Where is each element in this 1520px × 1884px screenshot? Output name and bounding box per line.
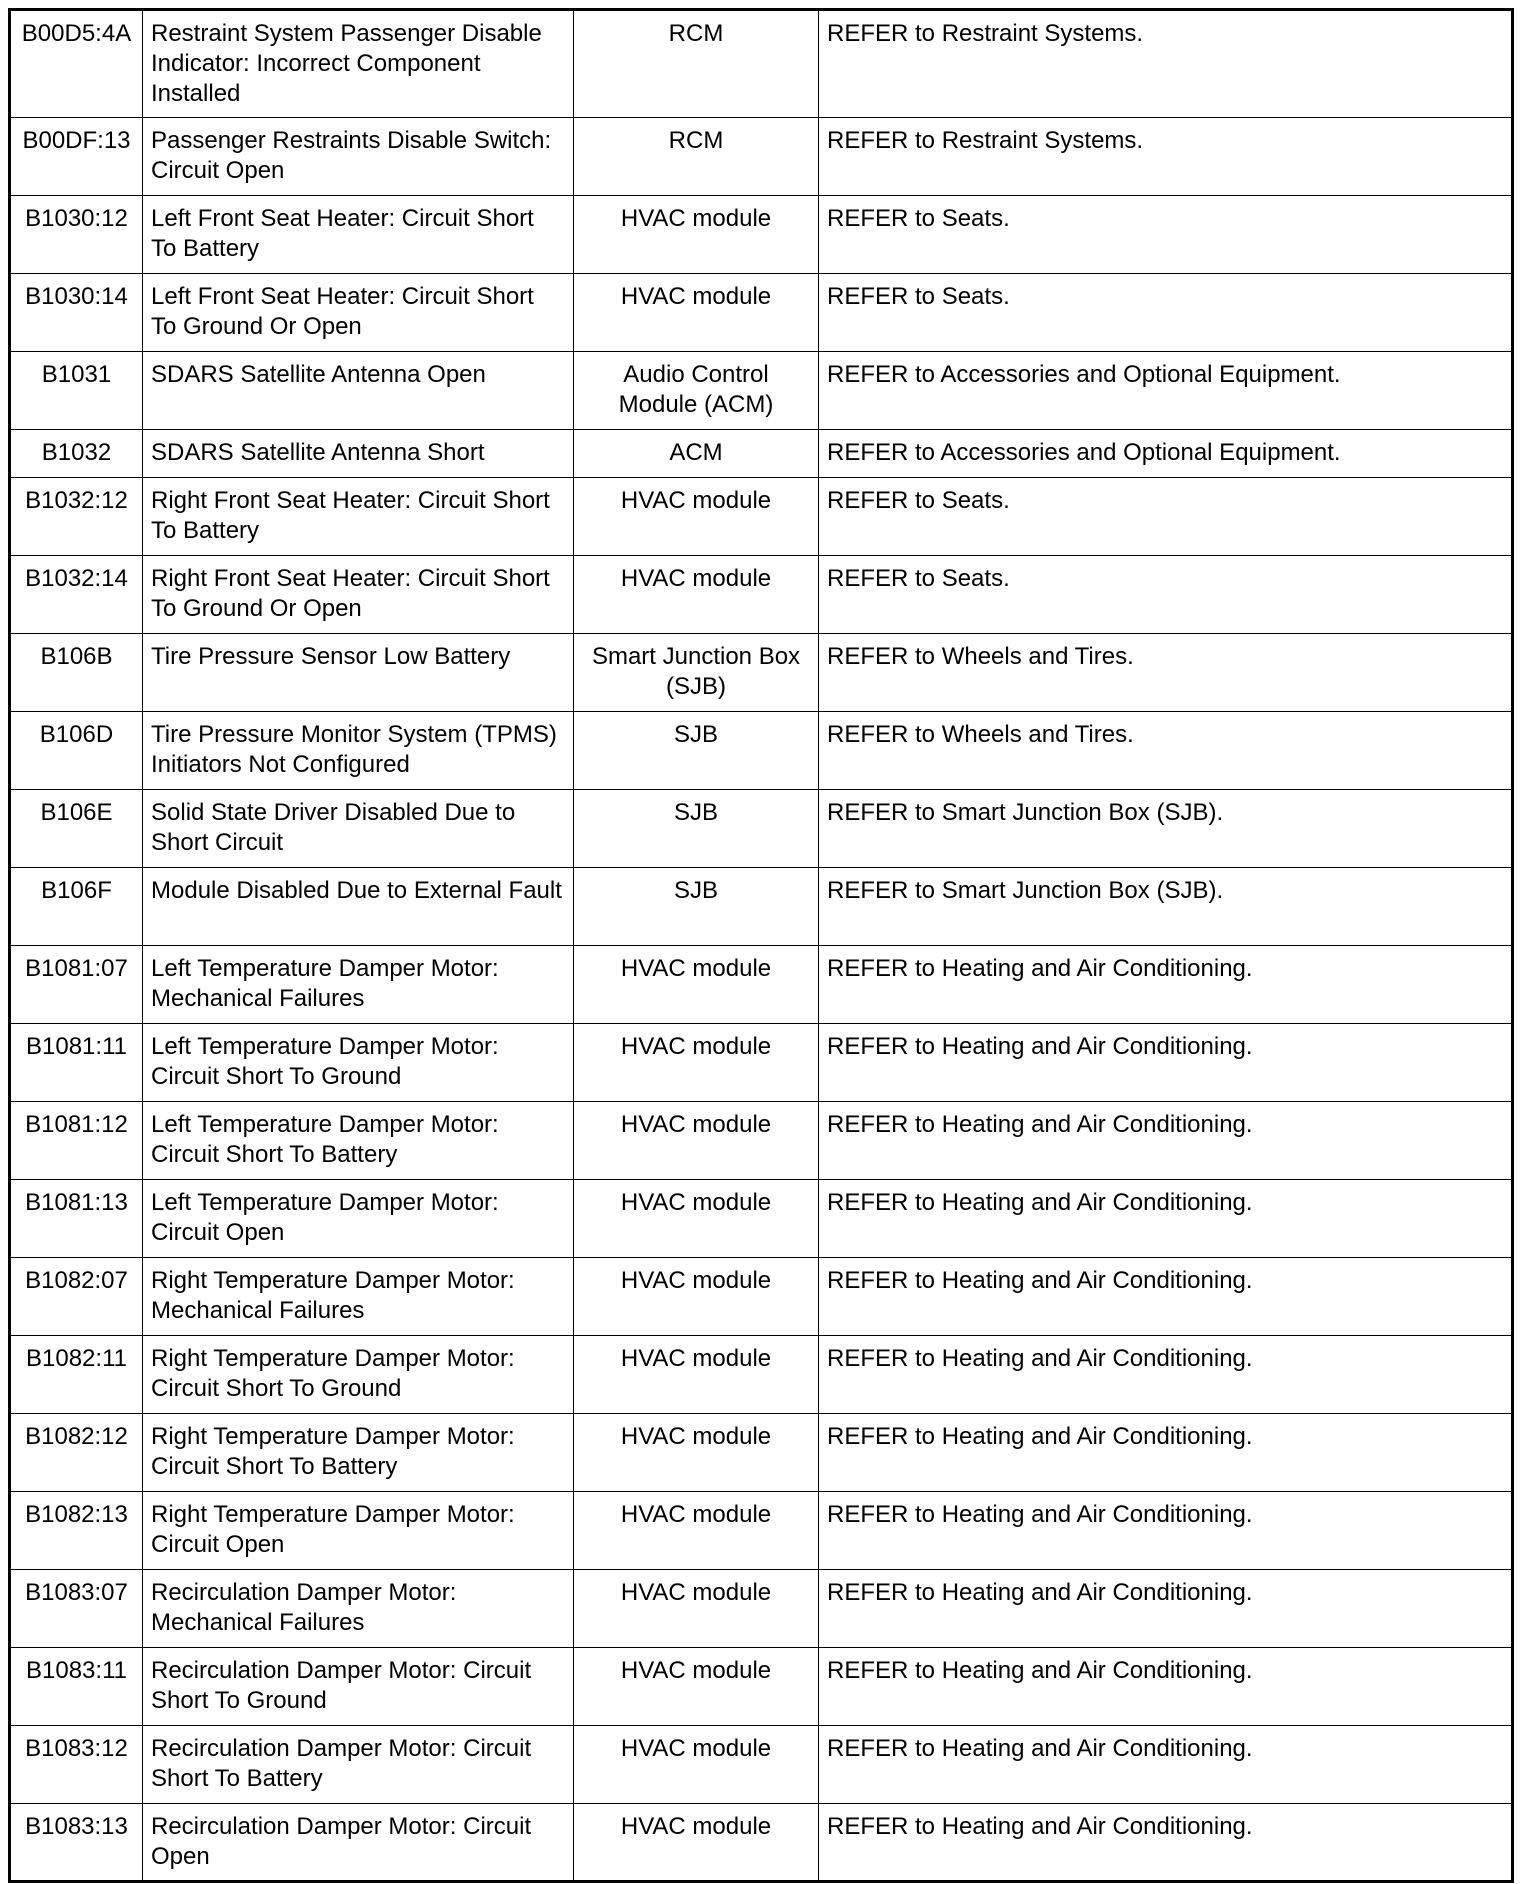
description-cell: Left Front Seat Heater: Circuit Short To Battery	[143, 196, 574, 274]
table-row	[10, 430, 1513, 478]
table-row	[10, 1648, 1513, 1726]
description-cell: Tire Pressure Monitor System (TPMS) Initiators Not Configured	[143, 712, 574, 790]
description-cell: Left Temperature Damper Motor: Circuit Short To Ground	[143, 1024, 574, 1102]
description-cell: Right Temperature Damper Motor: Circuit Short To Battery	[143, 1414, 574, 1492]
table-row	[10, 478, 1513, 556]
action-cell: REFER to Heating and Air Conditioning.	[819, 1492, 1513, 1570]
dtc-code-cell: B106F	[10, 868, 143, 946]
table-row	[10, 712, 1513, 790]
dtc-code-cell: B106D	[10, 712, 143, 790]
action-cell: REFER to Accessories and Optional Equipment.	[819, 430, 1513, 478]
table-row	[10, 1414, 1513, 1492]
description-cell: Recirculation Damper Motor: Circuit Short To Battery	[143, 1726, 574, 1804]
dtc-code-cell: B1083:11	[10, 1648, 143, 1726]
table-row	[10, 118, 1513, 196]
description-cell: Right Temperature Damper Motor: Circuit Open	[143, 1492, 574, 1570]
dtc-code-cell: B106B	[10, 634, 143, 712]
module-cell: RCM	[574, 118, 819, 196]
module-cell: HVAC module	[574, 1648, 819, 1726]
module-cell: RCM	[574, 10, 819, 118]
action-cell: REFER to Heating and Air Conditioning.	[819, 946, 1513, 1024]
module-cell: HVAC module	[574, 1492, 819, 1570]
module-cell: HVAC module	[574, 1726, 819, 1804]
description-cell: Left Temperature Damper Motor: Mechanical Failures	[143, 946, 574, 1024]
module-cell: Audio Control Module (ACM)	[574, 352, 819, 430]
module-cell: HVAC module	[574, 274, 819, 352]
dtc-code-cell: B1032	[10, 430, 143, 478]
description-cell: Solid State Driver Disabled Due to Short Circuit	[143, 790, 574, 868]
module-cell: HVAC module	[574, 1024, 819, 1102]
description-cell: Module Disabled Due to External Fault	[143, 868, 574, 946]
table-row	[10, 1336, 1513, 1414]
module-cell: HVAC module	[574, 1336, 819, 1414]
description-cell: Right Front Seat Heater: Circuit Short To Battery	[143, 478, 574, 556]
action-cell: REFER to Smart Junction Box (SJB).	[819, 868, 1513, 946]
dtc-code-cell: B1031	[10, 352, 143, 430]
table-row	[10, 1804, 1513, 1882]
action-cell: REFER to Smart Junction Box (SJB).	[819, 790, 1513, 868]
description-cell: Tire Pressure Sensor Low Battery	[143, 634, 574, 712]
module-cell: SJB	[574, 868, 819, 946]
module-cell: ACM	[574, 430, 819, 478]
dtc-code-cell: B1082:11	[10, 1336, 143, 1414]
module-cell: HVAC module	[574, 1180, 819, 1258]
action-cell: REFER to Heating and Air Conditioning.	[819, 1180, 1513, 1258]
dtc-code-cell: B106E	[10, 790, 143, 868]
action-cell: REFER to Restraint Systems.	[819, 10, 1513, 118]
action-cell: REFER to Heating and Air Conditioning.	[819, 1414, 1513, 1492]
table-row	[10, 556, 1513, 634]
dtc-code-cell: B1030:12	[10, 196, 143, 274]
action-cell: REFER to Heating and Air Conditioning.	[819, 1804, 1513, 1882]
action-cell: REFER to Heating and Air Conditioning.	[819, 1570, 1513, 1648]
table-row	[10, 1180, 1513, 1258]
action-cell: REFER to Seats.	[819, 556, 1513, 634]
action-cell: REFER to Wheels and Tires.	[819, 634, 1513, 712]
description-cell: Left Temperature Damper Motor: Circuit Short To Battery	[143, 1102, 574, 1180]
dtc-code-cell: B1081:13	[10, 1180, 143, 1258]
description-cell: Recirculation Damper Motor: Circuit Short To Ground	[143, 1648, 574, 1726]
module-cell: HVAC module	[574, 1102, 819, 1180]
dtc-code-cell: B1083:13	[10, 1804, 143, 1882]
description-cell: Right Temperature Damper Motor: Mechanical Failures	[143, 1258, 574, 1336]
description-cell: SDARS Satellite Antenna Short	[143, 430, 574, 478]
table-row	[10, 1726, 1513, 1804]
action-cell: REFER to Seats.	[819, 478, 1513, 556]
module-cell: SJB	[574, 712, 819, 790]
module-cell: HVAC module	[574, 1258, 819, 1336]
dtc-code-cell: B1083:07	[10, 1570, 143, 1648]
table-row	[10, 10, 1513, 118]
dtc-table-body	[10, 10, 1513, 1882]
dtc-code-cell: B1081:12	[10, 1102, 143, 1180]
description-cell: Passenger Restraints Disable Switch: Circuit Open	[143, 118, 574, 196]
dtc-code-cell: B00DF:13	[10, 118, 143, 196]
description-cell: Right Temperature Damper Motor: Circuit Short To Ground	[143, 1336, 574, 1414]
action-cell: REFER to Seats.	[819, 274, 1513, 352]
description-cell: SDARS Satellite Antenna Open	[143, 352, 574, 430]
table-row	[10, 274, 1513, 352]
dtc-code-cell: B1082:07	[10, 1258, 143, 1336]
dtc-table	[8, 8, 1514, 1883]
dtc-code-cell: B1032:12	[10, 478, 143, 556]
module-cell: HVAC module	[574, 556, 819, 634]
dtc-code-cell: B00D5:4A	[10, 10, 143, 118]
module-cell: Smart Junction Box (SJB)	[574, 634, 819, 712]
action-cell: REFER to Seats.	[819, 196, 1513, 274]
description-cell: Right Front Seat Heater: Circuit Short To Ground Or Open	[143, 556, 574, 634]
module-cell: SJB	[574, 790, 819, 868]
table-row	[10, 1024, 1513, 1102]
module-cell: HVAC module	[574, 1414, 819, 1492]
description-cell: Recirculation Damper Motor: Circuit Open	[143, 1804, 574, 1882]
module-cell: HVAC module	[574, 1804, 819, 1882]
action-cell: REFER to Heating and Air Conditioning.	[819, 1024, 1513, 1102]
action-cell: REFER to Wheels and Tires.	[819, 712, 1513, 790]
dtc-code-cell: B1082:13	[10, 1492, 143, 1570]
description-cell: Restraint System Passenger Disable Indicator: Incorrect Component Installed	[143, 10, 574, 118]
action-cell: REFER to Heating and Air Conditioning.	[819, 1648, 1513, 1726]
table-row	[10, 1102, 1513, 1180]
table-row	[10, 196, 1513, 274]
table-row	[10, 790, 1513, 868]
table-row	[10, 352, 1513, 430]
dtc-code-cell: B1083:12	[10, 1726, 143, 1804]
dtc-code-cell: B1081:07	[10, 946, 143, 1024]
dtc-code-cell: B1032:14	[10, 556, 143, 634]
table-row	[10, 946, 1513, 1024]
dtc-code-cell: B1082:12	[10, 1414, 143, 1492]
module-cell: HVAC module	[574, 196, 819, 274]
table-row	[10, 1570, 1513, 1648]
table-row	[10, 634, 1513, 712]
module-cell: HVAC module	[574, 1570, 819, 1648]
description-cell: Left Front Seat Heater: Circuit Short To Ground Or Open	[143, 274, 574, 352]
module-cell: HVAC module	[574, 478, 819, 556]
description-cell: Recirculation Damper Motor: Mechanical Failures	[143, 1570, 574, 1648]
dtc-code-cell: B1030:14	[10, 274, 143, 352]
action-cell: REFER to Heating and Air Conditioning.	[819, 1726, 1513, 1804]
action-cell: REFER to Heating and Air Conditioning.	[819, 1258, 1513, 1336]
action-cell: REFER to Heating and Air Conditioning.	[819, 1336, 1513, 1414]
action-cell: REFER to Restraint Systems.	[819, 118, 1513, 196]
table-row	[10, 1258, 1513, 1336]
description-cell: Left Temperature Damper Motor: Circuit Open	[143, 1180, 574, 1258]
action-cell: REFER to Heating and Air Conditioning.	[819, 1102, 1513, 1180]
table-row	[10, 1492, 1513, 1570]
action-cell: REFER to Accessories and Optional Equipment.	[819, 352, 1513, 430]
module-cell: HVAC module	[574, 946, 819, 1024]
dtc-code-cell: B1081:11	[10, 1024, 143, 1102]
table-row	[10, 868, 1513, 946]
